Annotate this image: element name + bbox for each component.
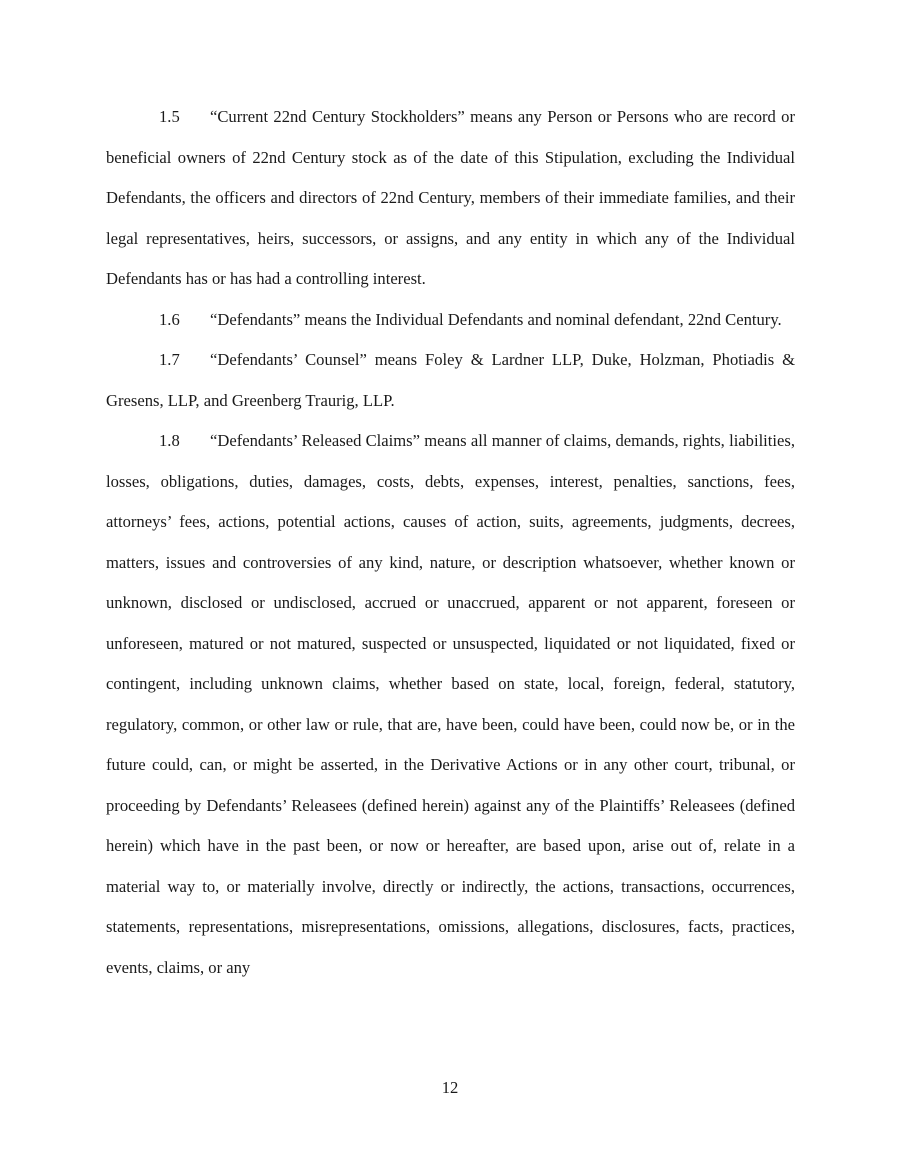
paragraph-text: “Defendants’ Counsel” means Foley & Lardner LLP, Duke, Holzman, Photiadis & Gresens, LLP, and Greenberg Traurig, LLP. [106,350,795,410]
paragraph-1-5 [106,97,795,300]
paragraph-1-8 [106,421,795,988]
section-number: 1.7 [159,350,180,369]
paragraph-1-7 [106,340,795,421]
paragraph-1-6 [106,300,795,341]
paragraph-text: “Defendants’ Released Claims” means all manner of claims, demands, rights, liabilities, losses, obligations, duties, damages, costs, debts, expenses, interest, penalties, sanctions, fees, attorneys’ fees, actions, potential actions, causes of action, suits, agreements, judgments, decrees, matters, issues and controversies of any kind, nature, or description whatsoever, whether known or unknown, disclosed or undisclosed, accrued or unaccrued, apparent or not apparent, foreseen or unforeseen, matured or not matured, suspected or unsuspected, liquidated or not liquidated, fixed or contingent, including unknown claims, whether based on state, local, foreign, federal, statutory, regulatory, common, or other law or rule, that are, have been, could have been, could now be, or in the future could, can, or might be asserted, in the Derivative Actions or in any other court, tribunal, or proceeding by Defendants’ Releasees (defined herein) against any of the Plaintiffs’ Releasees (defined herein) which have in the past been, or now or hereafter, are based upon, arise out of, relate in a material way to, or materially involve, directly or indirectly, the actions, transactions, occurrences, statements, representations, misrepresentations, omissions, allegations, disclosures, facts, practices, events, claims, or any [106,431,795,977]
section-number: 1.6 [159,309,180,329]
section-number: 1.8 [159,431,180,450]
document-page [106,97,795,988]
section-number: 1.5 [159,107,180,126]
paragraph-text: “Defendants” means the Individual Defendants and nominal defendant, 22nd Century. [210,309,782,329]
page-number: 12 [441,1078,459,1097]
paragraph-text: “Current 22nd Century Stockholders” means any Person or Persons who are record or beneficial owners of 22nd Century stock as of the date of this Stipulation, excluding the Individual Defendants, the officers and directors of 22nd Century, members of their immediate families, and their legal representatives, heirs, successors, or assigns, and any entity in which any of the Individual Defendants has or has had a controlling interest. [106,107,795,288]
